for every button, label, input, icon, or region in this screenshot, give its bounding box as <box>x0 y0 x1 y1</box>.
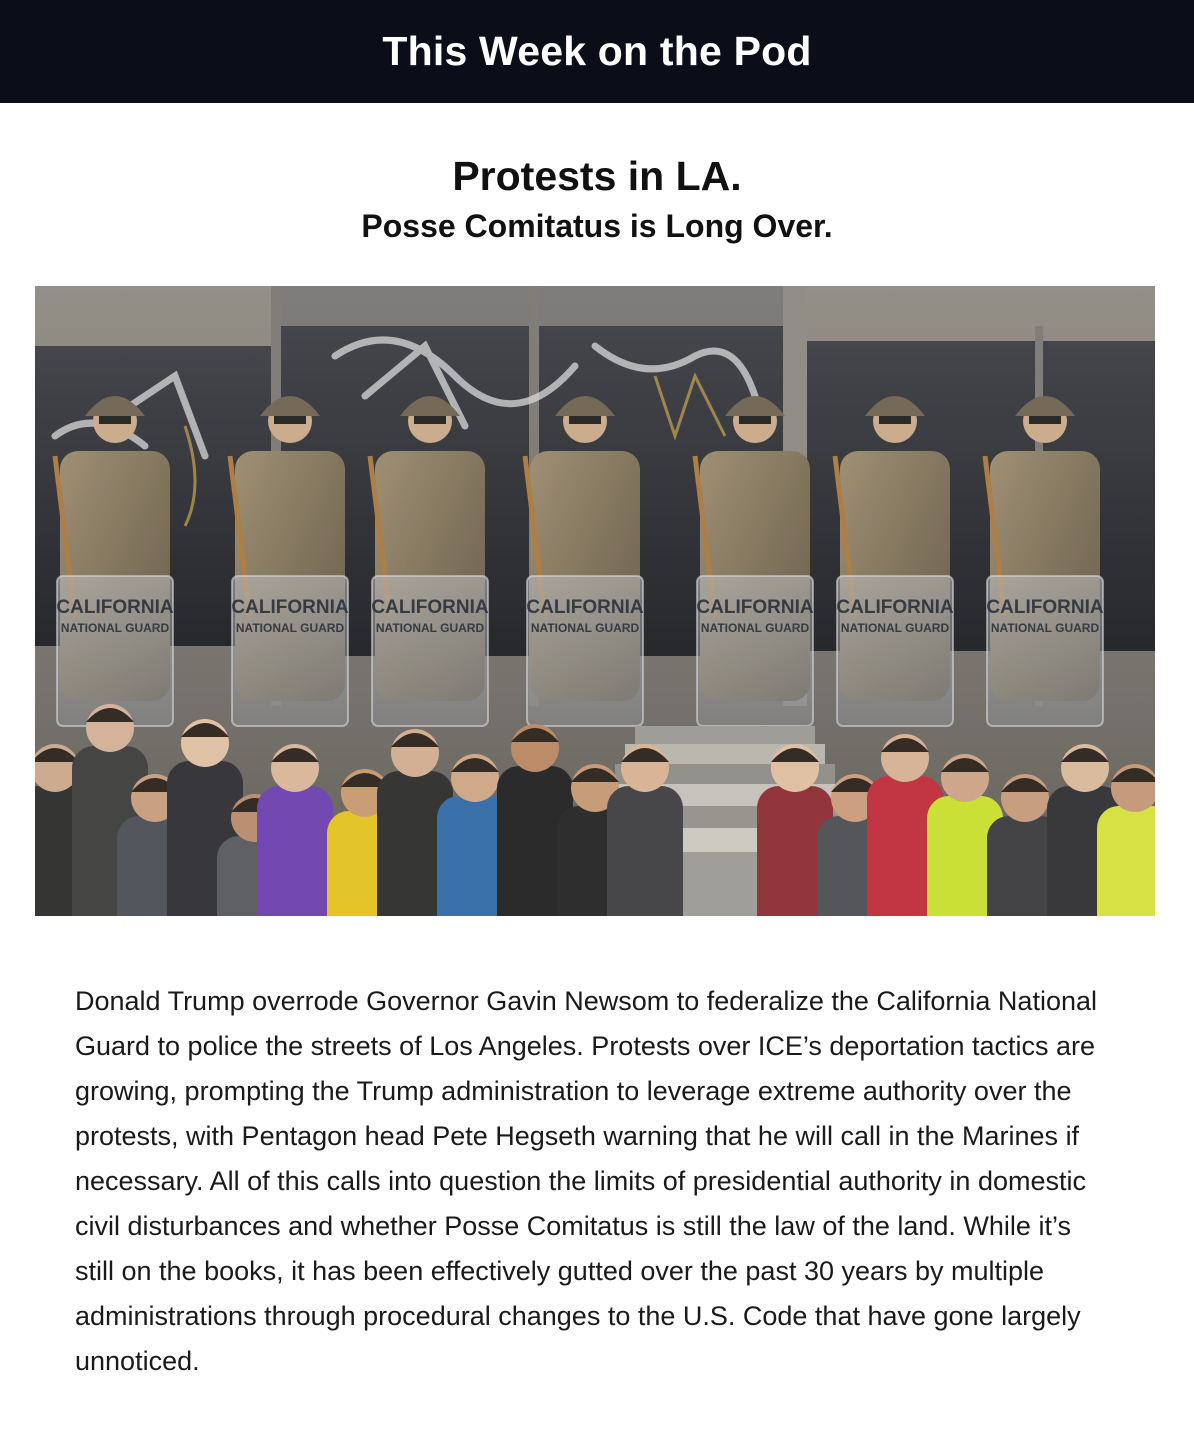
shield-label: CALIFORNIA <box>231 597 349 618</box>
hero-image[interactable] <box>35 286 1155 916</box>
shield-label: CALIFORNIA <box>696 597 814 618</box>
header-bar <box>0 0 1194 103</box>
article-subheadline: Posse Comitatus is Long Over. <box>361 208 833 244</box>
article-body: Donald Trump overrode Governor Gavin Newsom to federalize the California National Guard to police the streets of Los Angeles. Protests over ICE’s deportation tactics are growing, prompting the Trump administration to leverage extreme authority over the protests, with Pentagon head Pete Hegseth warning that he will call in the Marines if necessary. All of this calls into question the limits of presidential authority in domestic civil disturbances and whether Posse Comitatus is still the law of the land. While it’s still on the books, it has been effectively gutted over the past 30 years by multiple administrations through procedural changes to the U.S. Code that have gone largely unnoticed. <box>75 986 1097 1376</box>
shield-label: CALIFORNIA <box>371 597 489 618</box>
shield-label: NATIONAL GUARD <box>60 621 170 635</box>
header-title: This Week on the Pod <box>382 28 812 74</box>
shield-label: NATIONAL GUARD <box>375 621 485 635</box>
shield-label: CALIFORNIA <box>986 597 1104 618</box>
shield-label: NATIONAL GUARD <box>235 621 345 635</box>
shield-label: CALIFORNIA <box>526 597 644 618</box>
shield-label: CALIFORNIA <box>836 597 954 618</box>
shield-label: NATIONAL GUARD <box>990 621 1100 635</box>
article-headline: Protests in LA. <box>452 153 742 199</box>
shield-label: NATIONAL GUARD <box>840 621 950 635</box>
hero-illustration <box>35 286 1155 916</box>
shield-label: NATIONAL GUARD <box>530 621 640 635</box>
shield-label: NATIONAL GUARD <box>700 621 810 635</box>
shield-label: CALIFORNIA <box>56 597 174 618</box>
